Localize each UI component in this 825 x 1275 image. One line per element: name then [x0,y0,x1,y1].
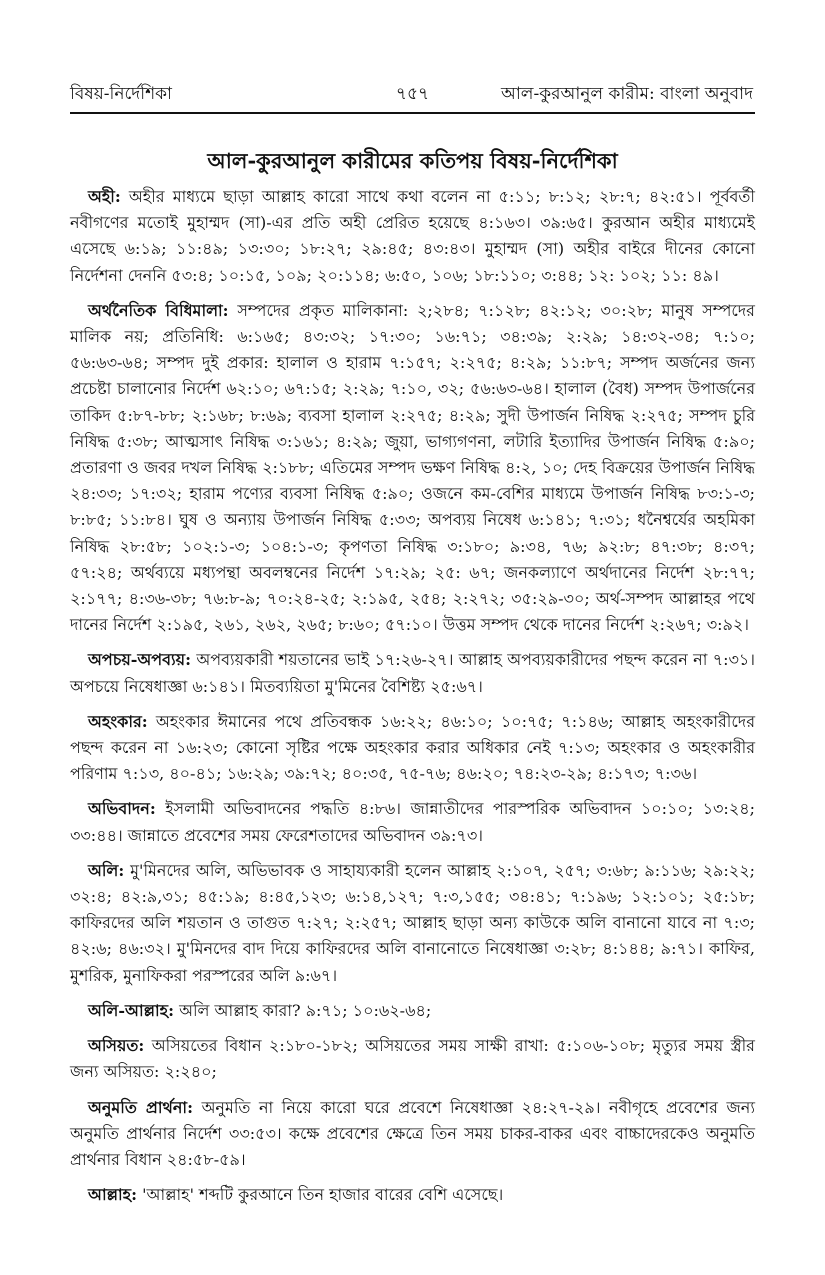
entry-term: অভিবাদন: [88,799,156,819]
entry-text: অপব্যয়কারী শয়তানের ভাই ১৭:২৬-২৭। আল্লাহ অপব্যয়কারীদের পছন্দ করেন না ৭:৩১। অপচয়ে নিষেধাজ্ঞা ৬:১৪১। মিতব্যয়িতা মু'মিনের বৈশিষ্ট্য ২৫:৬৭। [70,650,756,696]
index-entry-will [70,1033,755,1085]
page-number: ৭৫৭ [395,84,430,104]
index-entry-economic-rules [70,298,755,639]
entry-text: সম্পদের প্রকৃত মালিকানা: ২;২৮৪; ৭:১২৮; ৪২:১২; ৩০:২৮; মানুষ সম্পদের মালিক নয়; প্রতিনিধি: ৬:১৬৫; ৪৩:৩২; ১৭:৩০; ১৬:৭১; ৩৪:৩৯; ২:২৯; ১৪:৩২-৩৪; ৭:১০; ৫৬:৬৩-৬৪; সম্পদ দুই প্রকার: হালাল ও হারাম ৭:১৫৭; ২:২৭৫; ৪:২৯; ১১:৮৭; সম্পদ অর্জনের জন্য প্রচেষ্টা চালানোর নির্দেশ ৬২:১০; ৬৭:১৫; ২:২৯; ৭:১০, ৩২; ৫৬:৬৩-৬৪। হালাল (বৈধ) সম্পদ উপার্জনের তাকিদ ৫:৮৭-৮৮; ২:১৬৮; ৮:৬৯; ব্যবসা হালাল ২:২৭৫; ৪:২৯; সুদী উপার্জন নিষিদ্ধ ২:২৭৫; সম্পদ চুরি নিষিদ্ধ ৫:৩৮; আত্মসাৎ নিষিদ্ধ ৩:১৬১; ৪:২৯; জুয়া, ভাগ্যগণনা, লটারি ইত্যাদির উপার্জন নিষিদ্ধ ৫:৯০; প্রতারণা ও জবর দখল নিষিদ্ধ ২:১৮৮; এতিমের সম্পদ ভক্ষণ নিষিদ্ধ ৪:২, ১০; দেহ বিক্রয়ের উপার্জন নিষিদ্ধ ২৪:৩৩; ১৭:৩২; হারাম পণ্যের ব্যবসা নিষিদ্ধ ৫:৯০; ওজনে কম-বেশির মাধ্যমে উপার্জন নিষিদ্ধ ৮৩:১-৩; ৮:৮৫; ১১:৮৪। ঘুষ ও অন্যায় উপার্জন নিষিদ্ধ ৫:৩৩; অপব্যয় নিষেধ ৬:১৪১; ৭:৩১; ধনৈশ্বর্যের অহমিকা নিষিদ্ধ ২৮:৫৮; ১০২:১-৩; ১০৪:১-৩; কৃপণতা নিষিদ্ধ ৩:১৮০; ৯:৩৪, ৭৬; ৯২:৮; ৪৭:৩৮; ৪:৩৭; ৫৭:২৪; অর্থব্যয়ে মধ্যপন্থা অবলম্বনের নির্দেশ ১৭:২৯; ২৫: ৬৭; জনকল্যাণে অর্থদানের নির্দেশ ২৮:৭৭; ২:১৭৭; ৪:৩৬-৩৮; ৭৬:৮-৯; ৭০:২৪-২৫; ২:১৯৫, ২৫৪; ২:২৭২; ৩৫:২৯-৩০; অর্থ-সম্পদ আল্লাহর পথে দানের নির্দেশ ২:১৯৫, ২৬১, ২৬২, ২৬৫; ৮:৬০; ৫৭:১০। উত্তম সম্পদ থেকে দানের নির্দেশ ২:২৬৭; ৩:৯২। [70,300,755,635]
header-rule [70,112,755,114]
entry-text: অহংকার ঈমানের পথে প্রতিবন্ধক ১৬:২২; ৪৬:১০; ১০:৭৫; ৭:১৪৬; আল্লাহ অহংকারীদের পছন্দ করেন না ১৬:২৩; কোনো সৃষ্টির পক্ষে অহংকার করার অধিকার নেই ৭:১৩; অহংকার ও অহংকারীর পরিণাম ৭:১৩, ৪০-৪১; ১৬:২৯; ৩৯:৭২; ৪০:৩৫, ৭৫-৭৬; ৪৬:২০; ৭৪:২৩-২৯; ৪:১৭৩; ৭:৩৬। [70,711,755,784]
entry-term: অনুমতি প্রার্থনা: [88,1097,193,1117]
entry-text: অসিয়তের বিধান ২:১৮০-১৮২; অসিয়তের সময় সাক্ষী রাখা: ৫:১০৬-১০৮; মৃত্যুর সময় স্ত্রীর জন্য অসিয়ত: ২:২৪০; [70,1036,755,1082]
index-entry-oli [70,858,755,989]
index-entry-ohi [70,184,755,289]
index-entry-arrogance [70,709,755,788]
entry-term: অর্থনৈতিক বিধিমালা: [88,300,229,320]
index-content [70,184,755,1217]
entry-term: আল্লাহ: [88,1185,137,1205]
index-entry-oli-allah [70,998,755,1024]
running-header-left: বিষয়-নির্দেশিকা [70,84,172,104]
index-entry-greeting [70,796,755,848]
index-entry-permission [70,1095,755,1174]
entry-text: অহীর মাধ্যমে ছাড়া আল্লাহ কারো সাথে কথা বলেন না ৫:১১; ৮:১২; ২৮:৭; ৪২:৫১। পূর্ববর্তী নবীগণের মতোই মুহাম্মদ (সা)-এর প্রতি অহী প্রেরিত হয়েছে ৪:১৬৩। ৩৯:৬৫। কুরআন অহীর মাধ্যমেই এসেছে ৬:১৯; ১১:৪৯; ১৩:৩০; ১৮:২৭; ২৯:৪৫; ৪৩:৪৩। মুহাম্মদ (সা) অহীর বাইরে দীনের কোনো নির্দেশনা দেননি ৫৩:৪; ১০:১৫, ১০৯; ২০:১১৪; ৬:৫০, ১০৬; ১৮:১১০; ৩:৪৪; ১২: ১০২; ১১: ৪৯। [70,187,755,285]
entry-term: অহংকার: [88,711,148,731]
index-entry-extravagance [70,647,755,699]
entry-term: অপচয়-অপব্যয়: [88,650,192,670]
entry-text: মু'মিনদের অলি, অভিভাবক ও সাহায্যকারী হলেন আল্লাহ ২:১০৭, ২৫৭; ৩:৬৮; ৯:১১৬; ২৯:২২; ৩২:৪; ৪২:৯,৩১; ৪৫:১৯; ৪:৪৫,১২৩; ৬:১৪,১২৭; ৭:৩,১৫৫; ৩৪:৪১; ৭:১৯৬; ১২:১০১; ২৫:১৮; কাফিরদের অলি শয়তান ও তাগুত ৭:২৭; ২:২৫৭; আল্লাহ ছাড়া অন্য কাউকে অলি বানানো যাবে না ৭:৩; ৪২:৬; ৪৬:৩২। মু'মিনদের বাদ দিয়ে কাফিরদের অলি বানানোতে নিষেধাজ্ঞা ৩:২৮; ৪:১৪৪; ৯:৭১। কাফির, মুশরিক, মুনাফিকরা পরস্পরের অলি ৯:৬৭। [70,860,756,985]
entry-term: অহী: [88,187,121,206]
entry-term: অলি: [88,860,125,880]
entry-text: অনুমতি না নিয়ে কারো ঘরে প্রবেশে নিষেধাজ্ঞা ২৪:২৭-২৯। নবীগৃহে প্রবেশের জন্য অনুমতি প্রার্থনার নির্দেশ ৩৩:৫৩। কক্ষে প্রবেশের ক্ষেত্রে তিন সময় চাকর-বাকর এবং বাচ্চাদেরকেও অনুমতি প্রার্থনার বিধান ২৪:৫৮-৫৯। [70,1097,755,1169]
entry-text: 'আল্লাহ' শব্দটি কুরআনে তিন হাজার বারের বেশি এসেছে। [142,1185,504,1205]
entry-text: অলি আল্লাহ কারা? ৯:৭১; ১০:৬২-৬৪; [179,1000,432,1020]
page-title: আল-কুরআনুল কারীমের কতিপয় বিষয়-নির্দেশিকা [207,148,618,173]
entry-text: ইসলামী অভিবাদনের পদ্ধতি ৪:৮৬। জান্নাতীদের পারস্পরিক অভিবাদন ১০:১০; ১৩:২৪; ৩৩:৪৪। জান্নাতে প্রবেশের সময় ফেরেশতাদের অভিবাদন ৩৯:৭৩। [70,799,755,845]
entry-term: অসিয়ত: [88,1036,145,1056]
entry-term: অলি-আল্লাহ: [88,1000,174,1020]
running-header-right: আল-কুরআনুল কারীম: বাংলা অনুবাদ [500,84,753,104]
index-entry-allah [70,1182,755,1208]
